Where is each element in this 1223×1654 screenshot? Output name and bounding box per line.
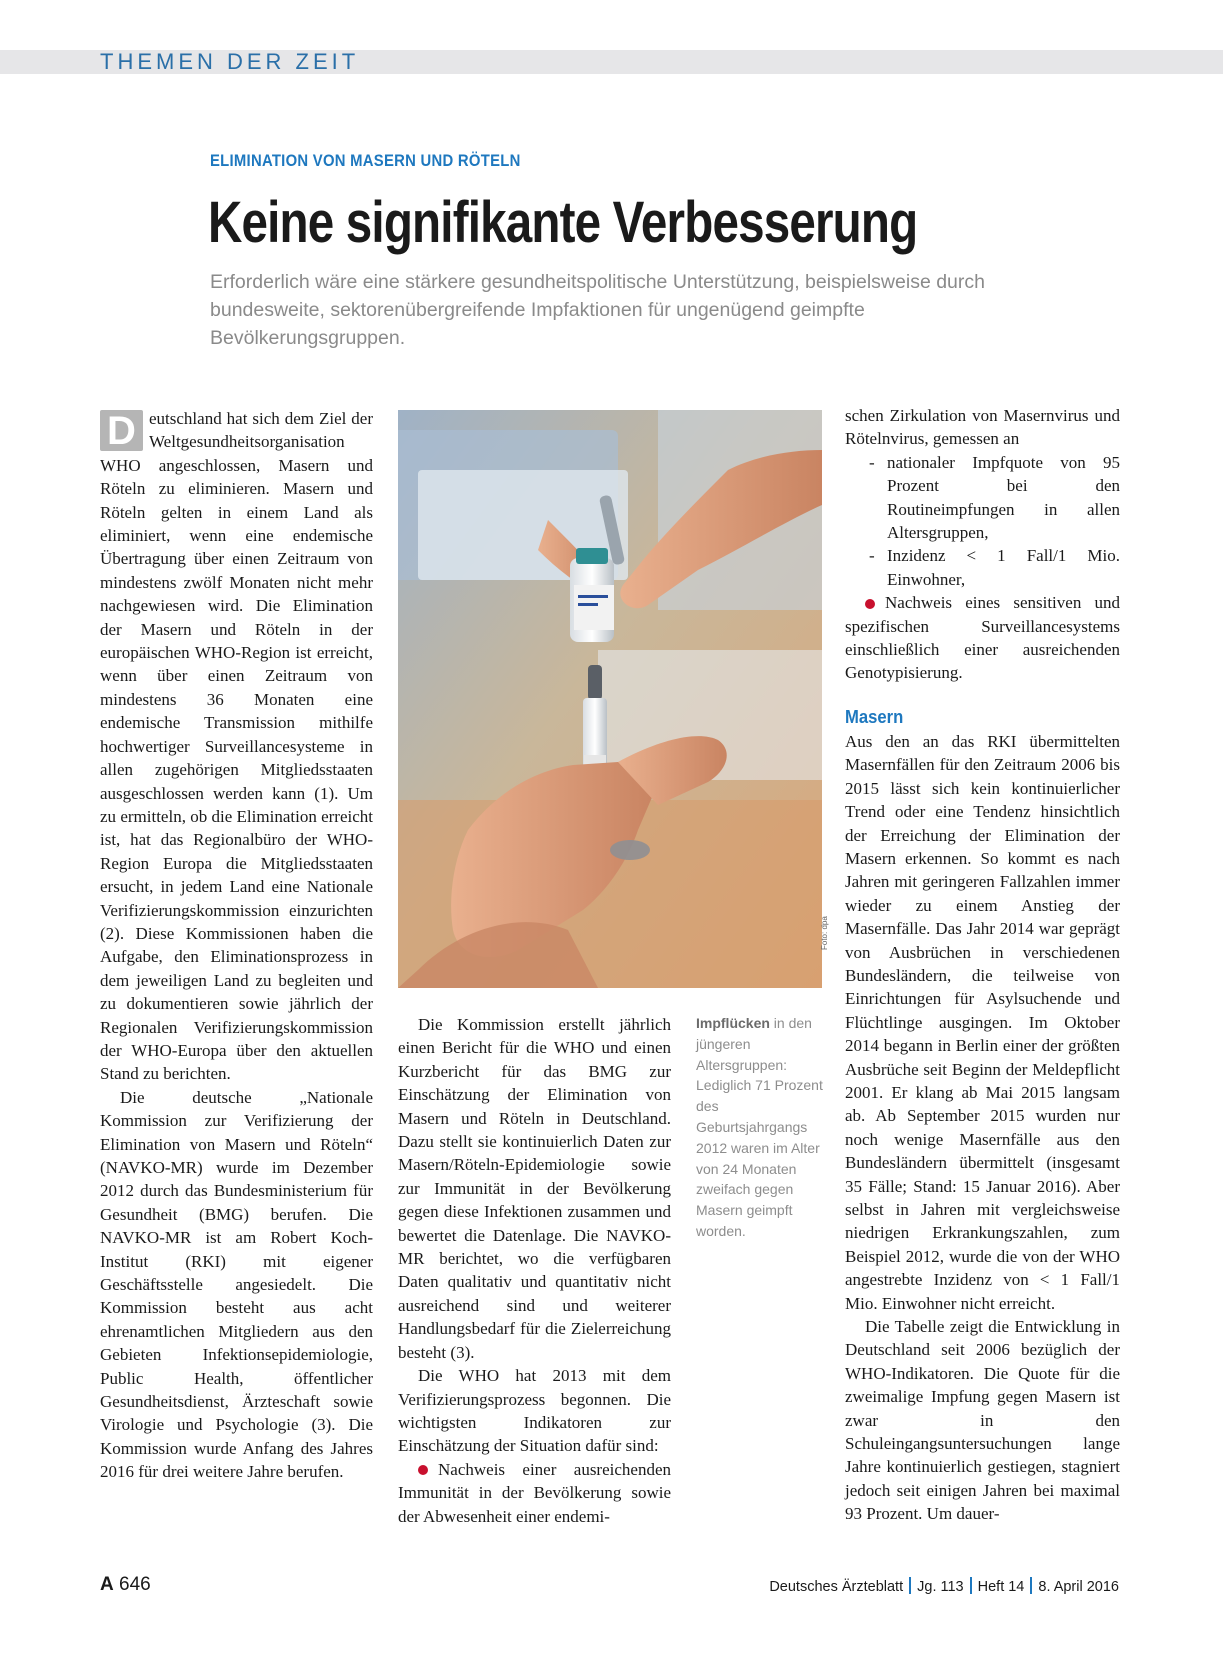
issue-date: 8. April 2016	[1038, 1579, 1119, 1595]
dropcap: D	[100, 410, 143, 451]
paragraph: Aus den an das RKI übermittelten Masernfällen für den Zeitraum 2006 bis 2015 lässt sich kein kontinuierlicher Trend oder eine Tendenz hinsichtlich der Erreichung der Elimination der Masern erkennen. So kommt es nach Jahren mit geringeren Fallzahlen immer wieder zu einem Anstieg der Masernfälle. Das Jahr 2014 war geprägt von Ausbrüchen in verschiedenen Bundesländern, die teilweise von Einrichtungen für Asylsuchende und Flüchtlinge ausgingen. Im Oktober 2014 begann in Berlin einer der größten Ausbrüche seit Beginn der Meldepflicht 2001. Er klang ab Mai 2015 langsam ab. Ab September 2015 wurden nur noch wenige Masernfälle aus den Bundesländern übermittelt (insgesamt 35 Fälle; Stand: 15 Januar 2016). Aber selbst in Jahren mit vergleichsweise niedrigen Erkrankungszahlen, zum Beispiel 2012, wurde die von der WHO angestrebte Inzidenz von < 1 Fall/1 Mio. Einwohner nicht erreicht.	[845, 731, 1120, 1313]
paragraph	[100, 407, 373, 1086]
volume: Jg. 113	[917, 1579, 964, 1595]
text-column-1	[100, 407, 373, 1484]
bullet-item	[398, 1458, 671, 1528]
photo-credit: Foto: dpa	[820, 916, 829, 950]
paragraph: Die Kommission erstellt jährlich einen Bericht für die WHO und einen Kurzbericht für das BMG zur Einschätzung der Elimination von Masern und Röteln in Deutschland. Dazu stellt sie kontinuierlich Daten zur Masern/Röteln-Epidemiologie sowie zur Immunität in der Bevölkerung gegen diese Infektionen zusammen und bewertet die Datenlage. Die NAVKO-MR berichtet, wo die verfügbaren Daten qualitativ und quantitativ nicht ausreichend sind und weiterer Handlungsbedarf für die Zielerreichung besteht (3).	[398, 1015, 671, 1362]
text-column-3	[845, 404, 1120, 1526]
page-number	[100, 1574, 151, 1596]
bullet-text: Nachweis einer ausreichenden Immunität in der Bevölkerung sowie der Abwesenheit einer endemi-	[398, 1459, 671, 1526]
caption-bold: Impflücken	[696, 1015, 770, 1031]
bullet-item	[845, 591, 1120, 685]
text-column-2	[398, 1013, 671, 1528]
dash-list-item: - Inzidenz < 1 Fall/1 Mio. Einwohner,	[845, 544, 1120, 591]
figure-caption	[696, 1013, 830, 1242]
journal-name: Deutsches Ärzteblatt	[769, 1579, 904, 1595]
paragraph-text: eutschland hat sich dem Ziel der Weltgesundheitsorganisation WHO angeschlossen, Masern und Röteln zu eliminieren. Masern und Röteln gelten in einem Land als eliminiert, wenn eine endemische Übertragung über einen Zeitraum von mindestens zwölf Monaten nicht mehr nachgewiesen wird. Die Elimination der Masern und Röteln in der europäischen WHO-Region ist erreicht, wenn über einen Zeitraum von mindestens 36 Monaten eine endemische Transmission mithilfe hochwertiger Surveillancesysteme in allen zugehörigen Mitgliedsstaaten ausgeschlossen werden kann (1). Um zu ermitteln, ob die Elimination erreicht ist, hat das Regionalbüro der WHO-Region Europa die Mitgliedsstaaten ersucht, in jedem Land eine Nationale Verifizierungskommission einzurichten (2). Diese Kommissionen haben die Aufgabe, den Eliminationsprozess in dem jeweiligen Land zu begleiten und zu dokumentieren sowie jährlich der Regionalen Verifizierungskommission der WHO-Europa über den aktuellen Stand zu berichten.	[100, 409, 373, 1084]
separator	[909, 1577, 911, 1594]
bullet-icon	[418, 1465, 428, 1475]
separator	[970, 1577, 972, 1594]
bullet-text: Nachweis eines sensitiven und spezifischen Surveillancesystems einschließlich einer ausreichenden Genotypisierung.	[845, 593, 1120, 683]
article-kicker: ELIMINATION VON MASERN UND RÖTELN	[210, 152, 521, 170]
caption-text: in den jüngeren Altersgruppen: Lediglich 71 Prozent des Geburtsjahrgangs 2012 waren im Alter von 24 Monaten zweifach gegen Masern geimpft worden.	[696, 1015, 823, 1239]
section-label: THEMEN DER ZEIT	[100, 49, 360, 74]
paragraph: Die deutsche „Nationale Kommission zur Verifizierung der Elimination von Masern und Röteln“ (NAVKO-MR) wurde im Dezember 2012 durch das Bundesministerium für Gesundheit (BMG) berufen. Die NAVKO-MR ist am Robert Koch-Institut (RKI) mit eigener Geschäftsstelle angesiedelt. Die Kommission besteht aus acht ehrenamtlichen Mitgliedern aus den Gebieten Infektionsepidemiologie, Public Health, öffentlicher Gesundheitsdienst, Ärzteschaft sowie Virologie und Psychologie (3). Die Kommission wurde Anfang des Jahres 2016 für drei weitere Jahre berufen.	[100, 1087, 373, 1482]
bullet-icon	[865, 599, 875, 609]
vaccine-photo	[398, 410, 822, 988]
paragraph: Die WHO hat 2013 mit dem Verifizierungsprozess begonnen. Die wichtigsten Indikatoren zur Einschätzung der Situation dafür sind:	[398, 1366, 671, 1456]
page-prefix: A	[100, 1574, 114, 1595]
article-subtitle: Erforderlich wäre eine stärkere gesundheitspolitische Unterstützung, beispielsweise durch bundesweite, sektorenübergreifende Impfaktionen für ungenügend geimpfte Bevölkerungsgruppen.	[210, 271, 985, 349]
separator	[1030, 1577, 1032, 1594]
paragraph: Die Tabelle zeigt die Entwicklung in Deutschland seit 2006 bezüglich der WHO-Indikatoren. Die Quote für die zweimalige Impfung gegen Masern ist zwar in den Schuleingangsuntersuchungen lange Jahre kontinuierlich gestiegen, stagniert jedoch seit einigen Jahren bei maximal 93 Prozent. Um dauer-	[845, 1317, 1120, 1524]
journal-info	[769, 1577, 1119, 1595]
page-number-value: 646	[119, 1574, 151, 1595]
dash-list-item: - nationaler Impfquote von 95 Prozent bei den Routineimpfungen in allen Altersgruppen,	[845, 451, 1120, 545]
paragraph: schen Zirkulation von Masernvirus und Rötelnvirus, gemessen an	[845, 406, 1120, 449]
subhead-masern: Masern	[845, 705, 904, 727]
article-headline: Keine signifikante Verbesserung	[208, 190, 918, 255]
vaccine-photo-illustration	[398, 410, 822, 988]
issue: Heft 14	[977, 1579, 1025, 1595]
